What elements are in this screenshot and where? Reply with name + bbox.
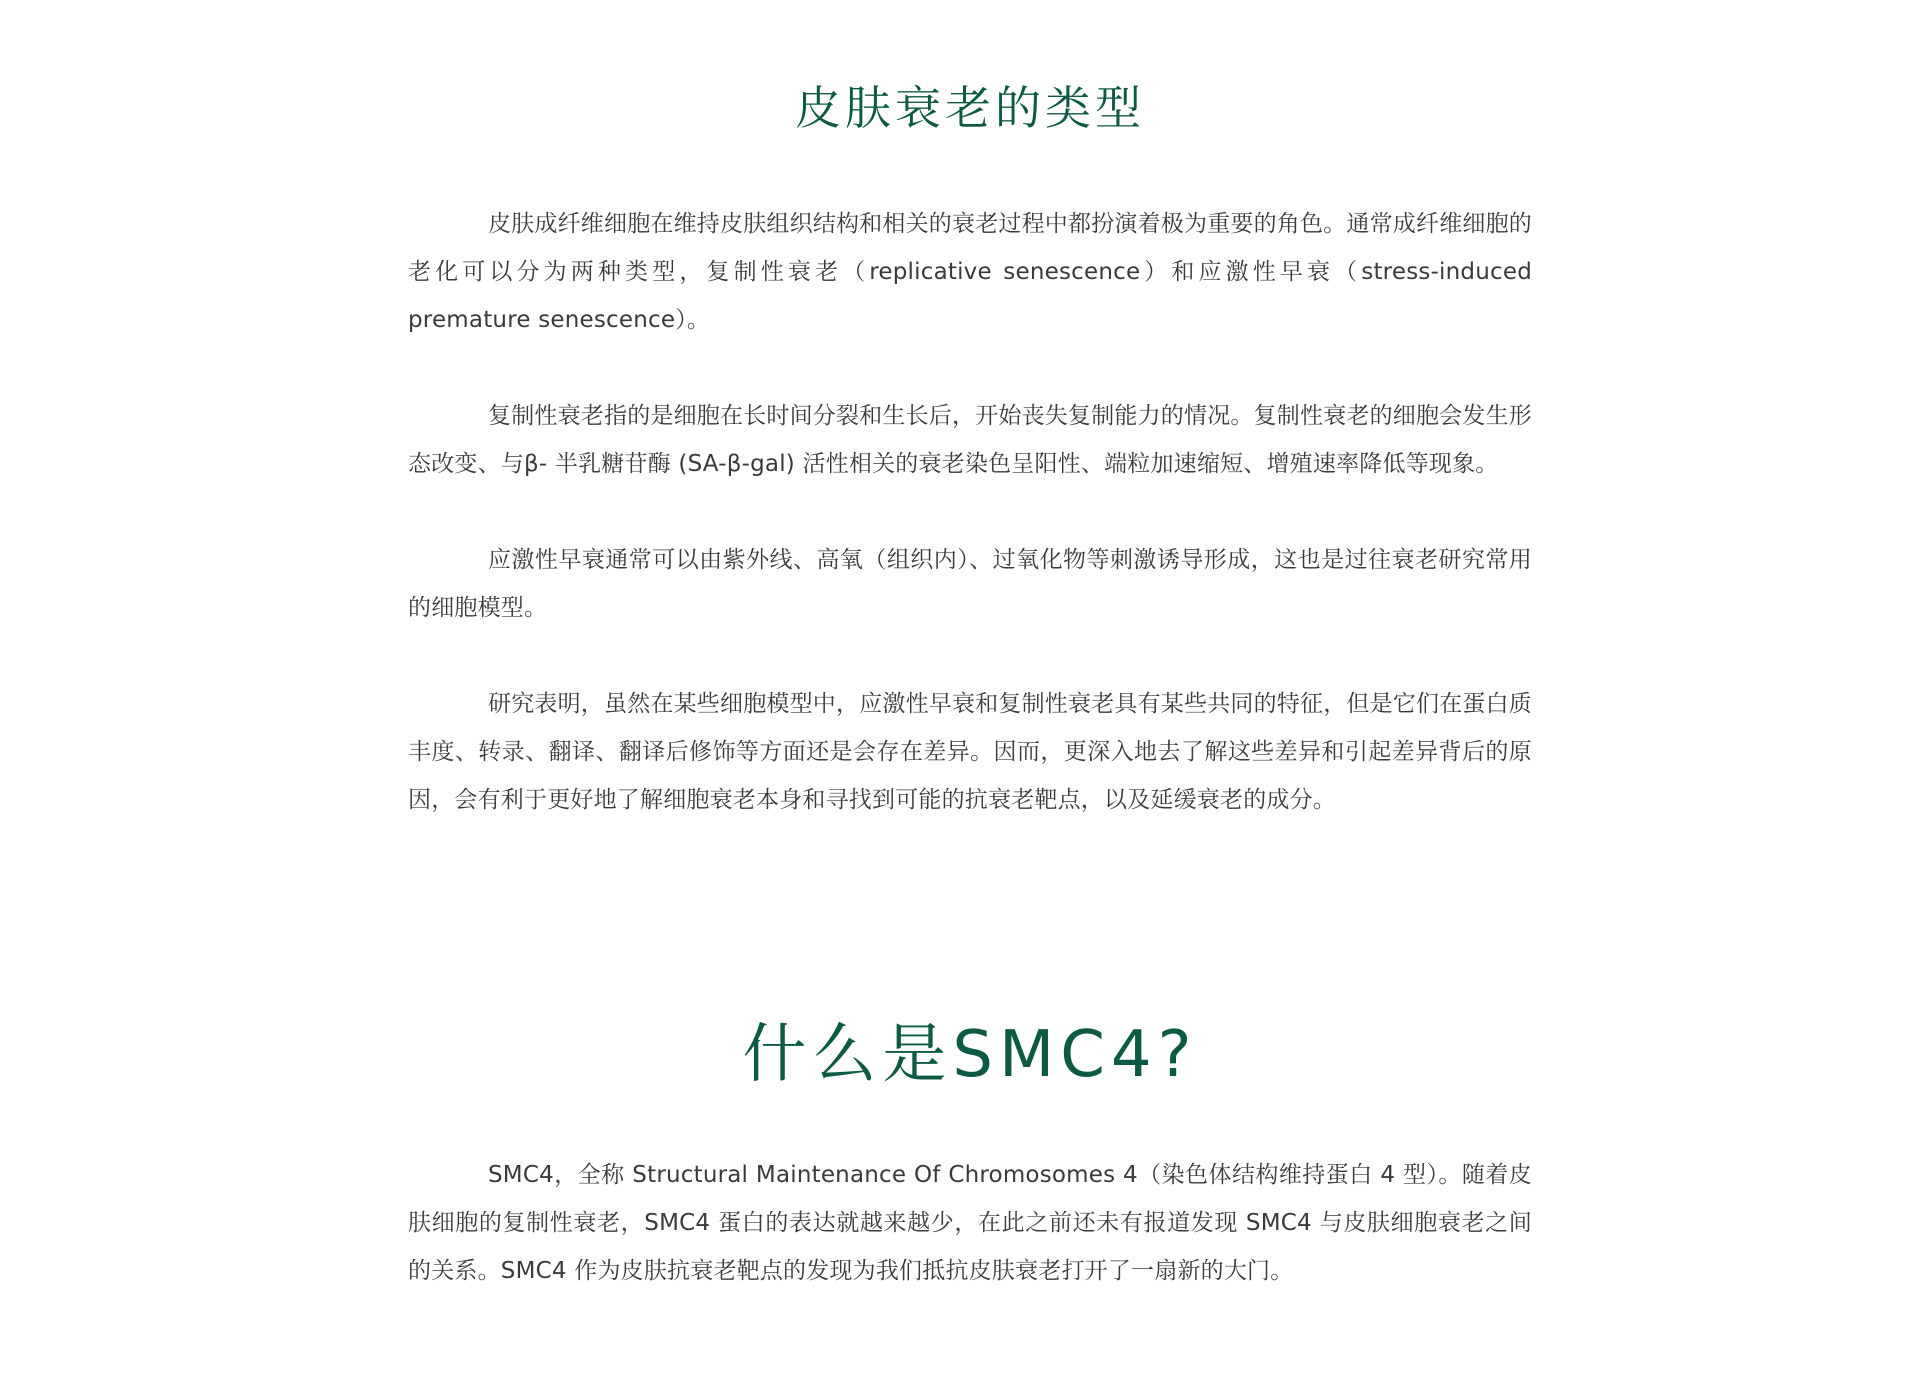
section-body: [408, 200, 1532, 824]
section-title: 什么是SMC4?: [742, 1018, 1198, 1092]
paragraph: SMC4，全称 Structural Maintenance Of Chromosomes 4（染色体结构维持蛋白 4 型）。随着皮肤细胞的复制性衰老，SMC4 蛋白的表达就越来越少，在此之前还未有报道发现 SMC4 与皮肤细胞衰老之间的关系。SMC4 作为皮肤抗衰老靶点的发现为我们抵抗皮肤衰老打开了一扇新的大门。: [408, 1162, 1532, 1284]
paragraph: 皮肤成纤维细胞在维持皮肤组织结构和相关的衰老过程中都扮演着极为重要的角色。通常成纤维细胞的老化可以分为两种类型，复制性衰老（replicative senescence）和应激性早衰（stress-induced premature senescence）。: [408, 211, 1532, 333]
paragraph: 应激性早衰通常可以由紫外线、高氧（组织内）、过氧化物等刺激诱导形成，这也是过往衰老研究常用的细胞模型。: [408, 547, 1532, 621]
section-title: 皮肤衰老的类型: [795, 81, 1145, 135]
section-skin-aging-types: [408, 78, 1532, 824]
section-body: [408, 1151, 1532, 1295]
paragraph: 复制性衰老指的是细胞在长时间分裂和生长后，开始丧失复制能力的情况。复制性衰老的细胞会发生形态改变、与β- 半乳糖苷酶 (SA-β-gal) 活性相关的衰老染色呈阳性、端粒加速缩短、增殖速率降低等现象。: [408, 403, 1532, 477]
paragraph: 研究表明，虽然在某些细胞模型中，应激性早衰和复制性衰老具有某些共同的特征，但是它们在蛋白质丰度、转录、翻译、翻译后修饰等方面还是会存在差异。因而，更深入地去了解这些差异和引起差异背后的原因，会有利于更好地了解细胞衰老本身和寻找到可能的抗衰老靶点，以及延缓衰老的成分。: [408, 691, 1532, 813]
section-what-is-smc4: [408, 1015, 1532, 1295]
